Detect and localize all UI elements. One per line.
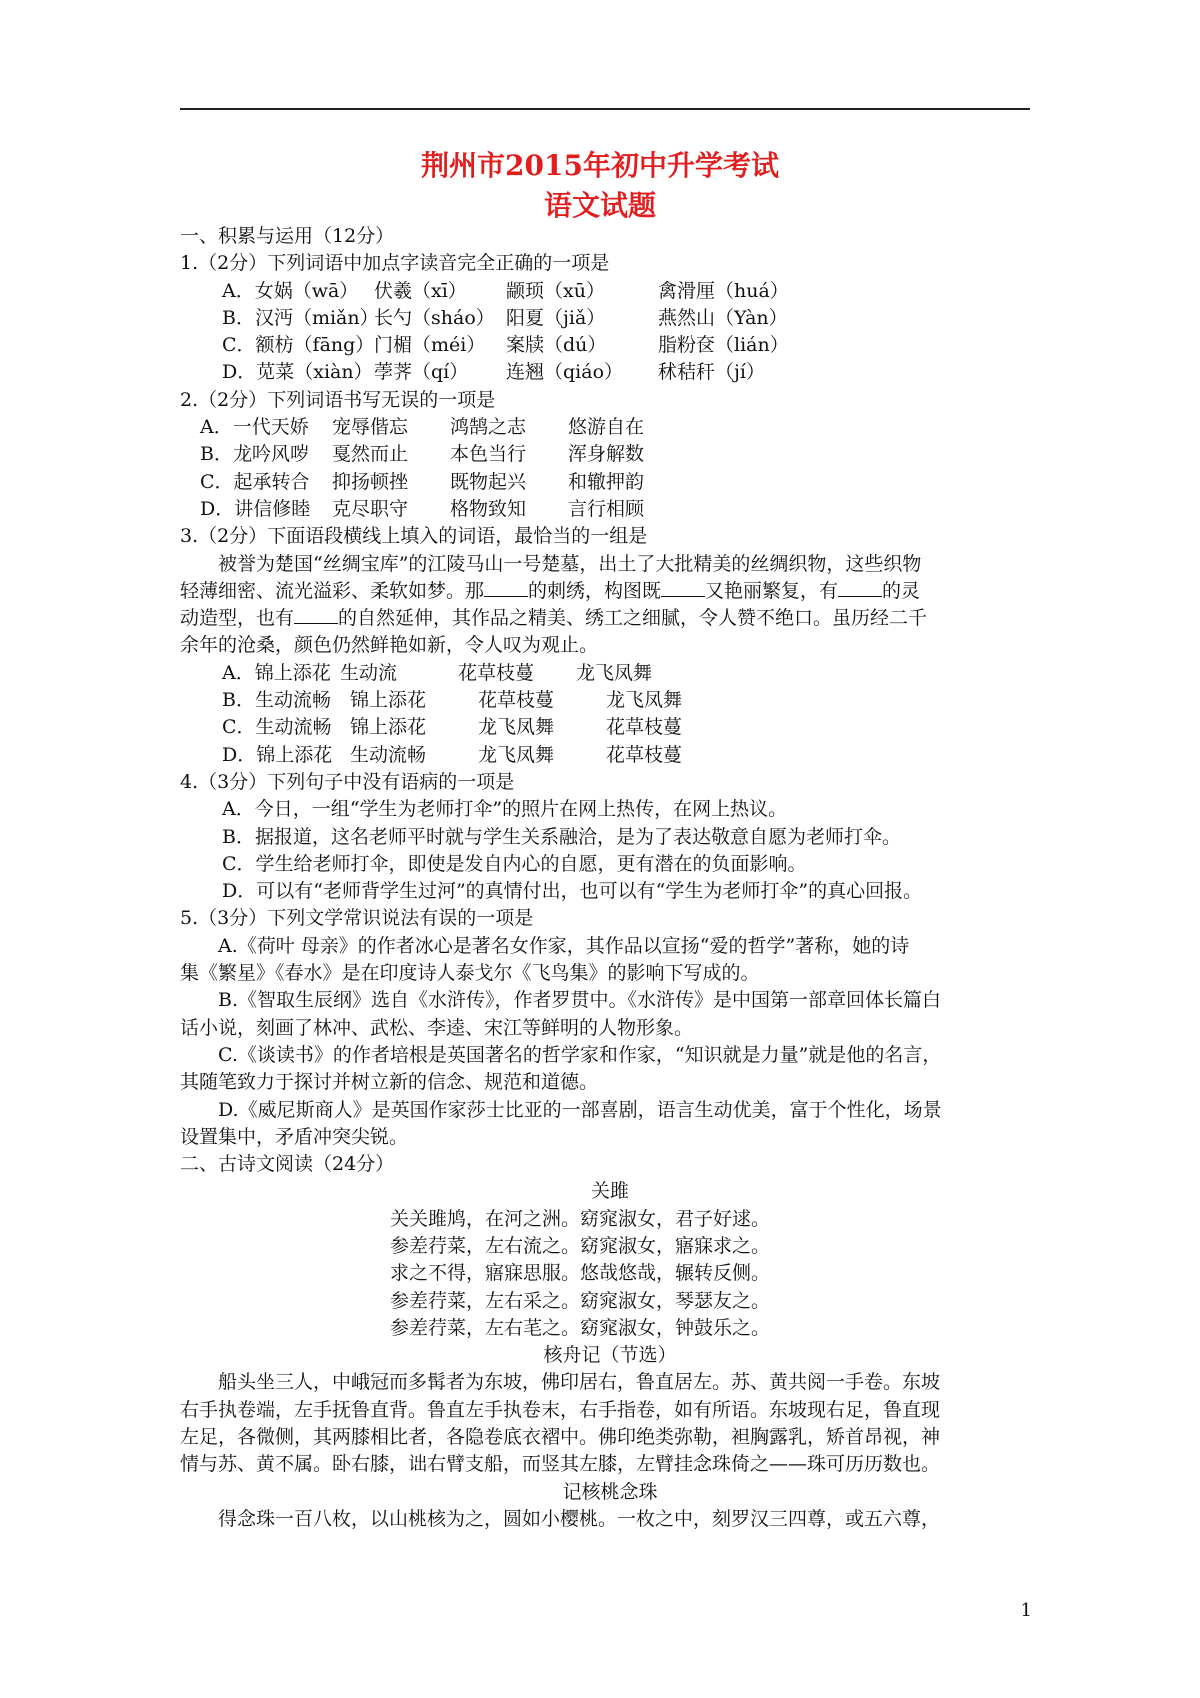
poem-title: 关雎 (590, 1180, 629, 1203)
q1-option-c (180, 332, 1040, 359)
option-word: 连翘（qiáo） (506, 361, 624, 384)
prose-line: 左足，各微侧，其两膝相比者，各隐卷底衣褶中。佛印绝类弥勒，袒胸露乳，矫首昂视，神 (180, 1426, 941, 1449)
fill-blank (294, 605, 338, 624)
option-word: 秫秸秆（jí） (658, 361, 765, 384)
header-rule (180, 108, 1030, 110)
option-word: 龙飞凤舞 (478, 716, 555, 739)
option-word: B．汉沔（miǎn） (222, 306, 379, 329)
option-word: 阳夏（jiǎ） (506, 306, 606, 329)
q4-stem: 4.（3分）下列句子中没有语病的一项是 (180, 770, 515, 793)
option-word: 案牍（dú） (506, 334, 607, 357)
q5-option-d: D.《威尼斯商人》是英国作家莎士比亚的一部喜剧，语言生动优美，富于个性化，场景 (218, 1098, 942, 1121)
option-word: 浑身解数 (568, 443, 645, 466)
q3-option-c (180, 714, 1040, 741)
q1-stem: 1.（2分）下列词语中加点字读音完全正确的一项是 (180, 252, 610, 275)
poem-line: 参差荇菜，左右流之。窈窕淑女，寤寐求之。 (390, 1234, 771, 1257)
prose1-title: 核舟记（节选） (543, 1344, 677, 1367)
q5-option-b-cont: 话小说，刻画了林冲、武松、李逵、宋江等鲜明的人物形象。 (180, 1016, 694, 1039)
exam-content (180, 223, 1040, 1533)
prose-line: 得念珠一百八枚，以山桃核为之，圆如小樱桃。一枚之中，刻罗汉三四尊，或五六尊， (218, 1507, 941, 1530)
q5-option-a-cont: 集《繁星》《春水》是在印度诗人泰戈尔《飞鸟集》的影响下写成的。 (180, 962, 760, 985)
q3-option-a (180, 660, 1040, 687)
passage-text: 的自然延伸，其作品之精美、绣工之细腻，令人赞不绝口。虽历经二千 (338, 607, 928, 630)
option-word: 和辙押韵 (568, 470, 645, 493)
q2-option-d (180, 496, 1040, 523)
q4-option-d: D．可以有“老师背学生过河”的真情付出，也可以有“学生为老师打伞”的真心回报。 (222, 880, 923, 903)
prose-line: 情与苏、黄不属。卧右膝，诎右臂支船，而竖其左膝，左臂挂念珠倚之——珠可历历数也。 (180, 1453, 941, 1476)
passage-text: 的灵 (882, 579, 921, 602)
q3-passage-line (180, 578, 1040, 605)
q5-option-c-cont: 其随笔致力于探讨并树立新的信念、规范和道德。 (180, 1071, 599, 1094)
option-word: D．讲信修睦 (200, 497, 311, 520)
option-word: A．锦上添花 (222, 661, 331, 684)
q3-stem: 3.（2分）下面语段横线上填入的词语，最恰当的一组是 (180, 525, 648, 548)
q1-option-b (180, 305, 1040, 332)
option-word: 脂粉奁（lián） (658, 334, 789, 357)
prose2-title: 记核桃念珠 (562, 1480, 658, 1503)
option-word: D．苋菜（xiàn） (222, 361, 373, 384)
option-word: C．起承转合 (200, 470, 310, 493)
poem-line: 关关雎鸠，在河之洲。窈窕淑女，君子好逑。 (390, 1207, 771, 1230)
option-word: 荸荠（qí） (374, 361, 469, 384)
passage-text: 又艳丽繁复，有 (705, 579, 839, 602)
q5-option-a: A.《荷叶 母亲》的作者冰心是著名女作家，其作品以宣扬“爱的哲学”著称，她的诗 (218, 934, 910, 957)
q5-stem: 5.（3分）下列文学常识说法有误的一项是 (180, 907, 534, 930)
option-word: 悠游自在 (568, 416, 645, 439)
q3-passage-line: 被誉为楚国“丝绸宝库”的江陵马山一号楚墓，出土了大批精美的丝绸织物，这些织物 (218, 552, 922, 575)
section1-heading: 一、积累与运用（12分） (180, 225, 395, 247)
option-word: 颛顼（xū） (506, 279, 605, 302)
passage-text: 的刺绣，构图既 (528, 579, 662, 602)
page-number: 1 (1020, 1600, 1032, 1621)
option-word: 宠辱偕忘 (332, 416, 409, 439)
option-word: 言行相顾 (568, 497, 645, 520)
passage-text: 轻薄细密、流光溢彩、柔软如梦。那 (180, 579, 485, 602)
q5-option-c: C.《谈读书》的作者培根是英国著名的哲学家和作家，“知识就是力量”就是他的名言， (218, 1043, 942, 1066)
option-word: B．生动流畅 (222, 689, 331, 712)
fill-blank (838, 578, 882, 597)
option-word: C．额枋（fāng） (222, 334, 375, 357)
fill-blank (661, 578, 705, 597)
q5-option-b: B.《智取生辰纲》选自《水浒传》，作者罗贯中。《水浒传》是中国第一部章回体长篇白 (218, 989, 942, 1012)
option-word: 龙飞凤舞 (576, 661, 653, 684)
exam-subtitle: 语文试题 (543, 189, 656, 222)
passage-text: 动造型，也有 (180, 607, 295, 630)
option-word: 本色当行 (450, 443, 527, 466)
option-word: 禽滑厘（huá） (658, 279, 789, 302)
option-word: 抑扬顿挫 (332, 470, 409, 493)
option-word: 花草枝蔓 (606, 743, 683, 766)
option-word: 既物起兴 (450, 470, 527, 493)
q4-option-a: A．今日，一组“学生为老师打伞”的照片在网上热传，在网上热议。 (222, 798, 788, 821)
option-word: 格物致知 (450, 497, 527, 520)
q2-stem: 2.（2分）下列词语书写无误的一项是 (180, 388, 496, 411)
q4-option-b: B．据报道，这名老师平时就与学生关系融洽，是为了表达敬意自愿为老师打伞。 (222, 825, 901, 848)
option-word: B．龙吟风哕 (200, 443, 309, 466)
option-word: 花草枝蔓 (606, 716, 683, 739)
q2-option-b (180, 441, 1040, 468)
option-word: 花草枝蔓 (458, 661, 535, 684)
q3-passage-line (180, 605, 1040, 632)
option-word: 伏羲（xī） (374, 279, 467, 302)
q4-option-c: C．学生给老师打伞，即使是发自内心的自愿，更有潜在的负面影响。 (222, 852, 807, 875)
option-word: C．生动流畅 (222, 716, 332, 739)
poem-line: 参差荇菜，左右采之。窈窕淑女，琴瑟友之。 (390, 1289, 771, 1312)
prose-line: 右手执卷端，左手抚鲁直背。鲁直左手执卷末，右手指卷，如有所语。东坡现右足，鲁直现 (180, 1398, 941, 1421)
poem-line: 求之不得，寤寐思服。悠哉悠哉，辗转反侧。 (390, 1262, 771, 1285)
option-word: 生动流畅 (350, 743, 427, 766)
option-word: 门楣（méi） (374, 334, 486, 357)
option-word: 生动流 (340, 661, 398, 684)
option-word: 龙飞凤舞 (606, 689, 683, 712)
option-word: A．一代天娇 (200, 416, 309, 439)
exam-title: 荆州市2015年初中升学考试 (421, 149, 779, 182)
q5-option-d-cont: 设置集中，矛盾冲突尖锐。 (180, 1125, 409, 1148)
option-word: D．锦上添花 (222, 743, 333, 766)
fill-blank (484, 578, 528, 597)
option-word: 戛然而止 (332, 443, 409, 466)
option-word: 锦上添花 (350, 716, 427, 739)
q1-option-d (180, 359, 1040, 386)
option-word: A．女娲（wā） (222, 279, 359, 302)
q2-option-c (180, 469, 1040, 496)
option-word: 鸿鹄之志 (450, 416, 527, 439)
q3-option-d (180, 742, 1040, 769)
option-word: 龙飞凤舞 (478, 743, 555, 766)
q2-option-a (180, 414, 1040, 441)
option-word: 长勺（sháo） (374, 306, 495, 329)
q3-passage-line: 余年的沧桑，颜色仍然鲜艳如新，令人叹为观止。 (180, 634, 599, 657)
prose-line: 船头坐三人，中峨冠而多髯者为东坡，佛印居右，鲁直居左。苏、黄共阅一手卷。东坡 (218, 1371, 941, 1394)
option-word: 花草枝蔓 (478, 689, 555, 712)
q1-option-a (180, 278, 1040, 305)
option-word: 燕然山（Yàn） (658, 306, 788, 329)
section2-heading: 二、古诗文阅读（24分） (180, 1153, 395, 1176)
option-word: 克尽职守 (332, 497, 409, 520)
q3-option-b (180, 687, 1040, 714)
option-word: 锦上添花 (350, 689, 427, 712)
poem-line: 参差荇菜，左右芼之。窈窕淑女，钟鼓乐之。 (390, 1316, 771, 1339)
